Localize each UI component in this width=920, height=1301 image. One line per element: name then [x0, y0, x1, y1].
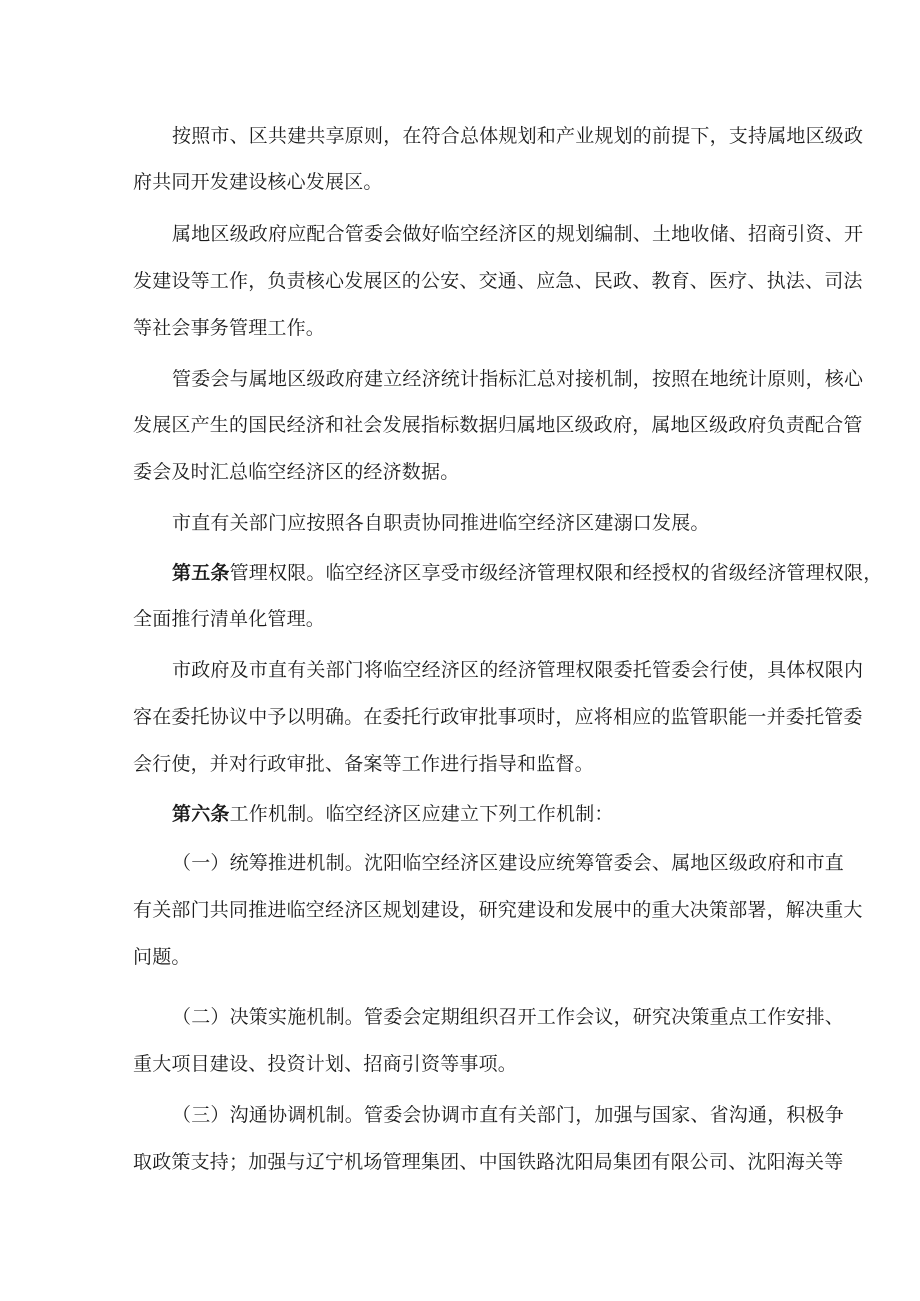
- item-3-line-2: 取政策支持；加强与辽宁机场管理集团、中国铁路沈阳局集团有限公司、沈阳海关等: [133, 1151, 844, 1173]
- item-2-line-2: 重大项目建设、投资计划、招商引资等事项。: [133, 1053, 518, 1075]
- paragraph-3-line-1: 管委会与属地区级政府建立经济统计指标汇总对接机制，按照在地统计原则，核心: [172, 368, 864, 390]
- article-5-text: 管理权限。临空经济区享受市级经济管理权限和经授权的省级经济管理权限，: [229, 562, 883, 584]
- paragraph-4-line-1: 市直有关部门应按照各自职责协同推进临空经济区建溺口发展。: [172, 512, 710, 534]
- paragraph-2-line-1: 属地区级政府应配合管委会做好临空经济区的规划编制、土地收储、招商引资、开: [172, 223, 864, 245]
- paragraph-6-line-2: 容在委托协议中予以明确。在委托行政审批事项时，应将相应的监管职能一并委托管委: [133, 706, 863, 728]
- paragraph-2-line-3: 等社会事务管理工作。: [133, 317, 326, 339]
- item-1-line-3: 问题。: [133, 946, 191, 968]
- paragraph-1-line-1: 按照市、区共建共享原则，在符合总体规划和产业规划的前提下，支持属地区级政: [172, 125, 864, 147]
- article-6-heading: 第六条: [172, 803, 230, 825]
- article-6-line-1: [172, 800, 614, 828]
- paragraph-2-line-2: 发建设等工作，负责核心发展区的公安、交通、应急、民政、教育、医疗、执法、司法: [133, 270, 863, 292]
- article-5-heading: 第五条: [172, 562, 230, 584]
- item-1-line-1: （一）统筹推进机制。沈阳临空经济区建设应统筹管委会、属地区级政府和市直: [172, 852, 845, 874]
- article-6-text: 工作机制。临空经济区应建立下列工作机制：: [229, 803, 614, 825]
- paragraph-1-line-2: 府共同开发建设核心发展区。: [133, 171, 383, 193]
- item-1-line-2: 有关部门共同推进临空经济区规划建设，研究建设和发展中的重大决策部署，解决重大: [133, 899, 863, 921]
- item-3-line-1: （三）沟通协调机制。管委会协调市直有关部门，加强与国家、省沟通，积极争: [172, 1104, 845, 1126]
- item-2-line-1: （二）决策实施机制。管委会定期组织召开工作会议，研究决策重点工作安排、: [172, 1006, 845, 1028]
- article-5-line-1: [172, 559, 882, 587]
- paragraph-3-line-3: 委会及时汇总临空经济区的经济数据。: [133, 461, 460, 483]
- paragraph-6-line-1: 市政府及市直有关部门将临空经济区的经济管理权限委托管委会行使，具体权限内: [172, 659, 864, 681]
- paragraph-3-line-2: 发展区产生的国民经济和社会发展指标数据归属地区级政府，属地区级政府负责配合管: [133, 414, 863, 436]
- article-5-line-2: 全面推行清单化管理。: [133, 608, 326, 630]
- paragraph-6-line-3: 会行使，并对行政审批、备案等工作进行指导和监督。: [133, 753, 594, 775]
